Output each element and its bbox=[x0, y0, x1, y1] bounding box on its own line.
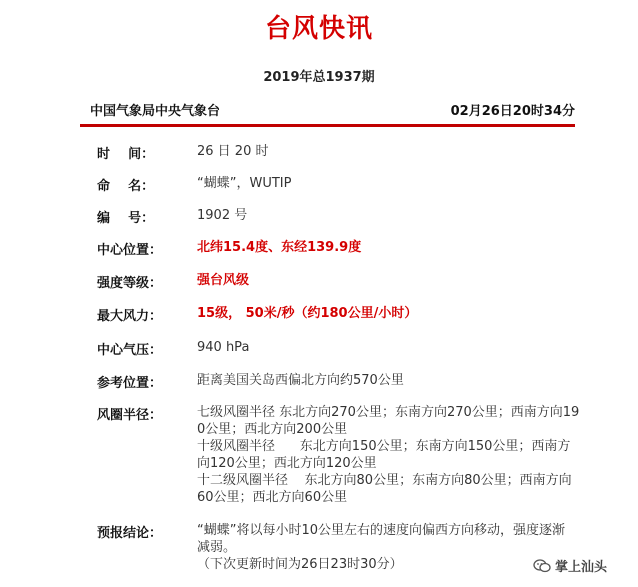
value-line: “蝴蝶”将以每小时10公里左右的速度向偏西方向移动，强度逐渐 bbox=[197, 523, 566, 538]
value-line: 十二级风圈半径 东北方向80公里；东南方向80公里；西南方向 bbox=[197, 473, 572, 488]
value-line: （下次更新时间为26日23时30分） bbox=[197, 557, 403, 572]
value-line: 940 hPa bbox=[197, 340, 250, 355]
field-label: 风圈半径： bbox=[97, 408, 163, 423]
field-value bbox=[197, 372, 569, 389]
value-line: 强台风级 bbox=[197, 273, 250, 288]
field-value bbox=[197, 305, 569, 322]
field-label: 中心气压： bbox=[97, 343, 163, 358]
field-value bbox=[197, 207, 569, 224]
issue-datetime: 02月26日20时34分 bbox=[450, 104, 575, 119]
agency-name: 中国气象局中央气象台 bbox=[90, 104, 221, 119]
field-label: 参考位置： bbox=[97, 376, 163, 391]
value-line: 0公里；西北方向200公里 bbox=[197, 422, 348, 437]
value-line: 60公里；西北方向60公里 bbox=[197, 490, 348, 505]
field-label: 编 号： bbox=[97, 211, 155, 226]
value-line: 向120公里；西北方向120公里 bbox=[197, 456, 377, 471]
value-line: 减弱。 bbox=[197, 540, 237, 555]
field-label: 中心位置： bbox=[97, 243, 163, 258]
field-value bbox=[197, 143, 569, 160]
field-value bbox=[197, 272, 569, 289]
header-divider bbox=[80, 124, 575, 127]
field-label: 时 间： bbox=[97, 147, 155, 162]
wechat-account-icon bbox=[533, 559, 551, 573]
watermark-text: 掌上汕头 bbox=[555, 560, 608, 575]
value-line: 北纬15.4度、东经139.9度 bbox=[197, 240, 362, 255]
field-value bbox=[197, 404, 580, 506]
field-label: 强度等级： bbox=[97, 276, 163, 291]
value-line: 1902 号 bbox=[197, 208, 248, 223]
field-label: 最大风力： bbox=[97, 309, 163, 324]
value-line: 26 日 20 时 bbox=[197, 144, 269, 159]
page-title: 台风快讯 bbox=[264, 14, 373, 44]
field-value bbox=[197, 522, 569, 573]
watermark bbox=[533, 556, 607, 575]
value-line: 距离美国关岛西偏北方向约570公里 bbox=[197, 373, 404, 388]
value-line: “蝴蝶”，WUTIP bbox=[197, 176, 292, 191]
field-value bbox=[197, 339, 569, 356]
field-label: 预报结论： bbox=[97, 526, 163, 541]
header-row bbox=[90, 100, 575, 119]
field-label: 命 名： bbox=[97, 179, 155, 194]
field-value bbox=[197, 239, 569, 256]
value-line: 十级风圈半径 东北方向150公里；东南方向150公里；西南方 bbox=[197, 439, 571, 454]
field-value bbox=[197, 175, 569, 192]
issue-number: 2019年总1937期 bbox=[263, 70, 375, 85]
value-line: 15级， 50米/秒（约180公里/小时） bbox=[197, 306, 418, 321]
value-line: 七级风圈半径 东北方向270公里；东南方向270公里；西南方向19 bbox=[197, 405, 580, 420]
